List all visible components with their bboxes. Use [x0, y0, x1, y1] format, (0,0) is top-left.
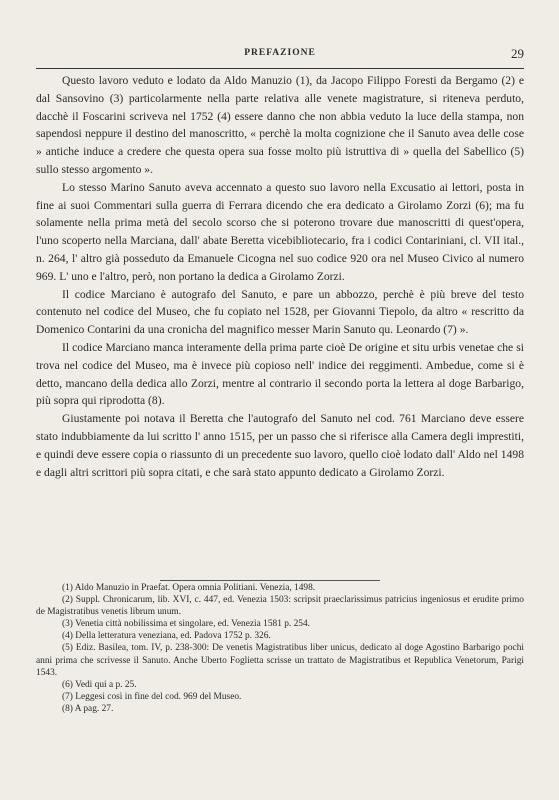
- paragraph: Il codice Marciano manca interamente della prima parte cioè De origine et situ urbis venetae che si trova nel codice del Museo, ma è invece più copioso nell' indice dei reggimenti. Ambedue, come si è detto, mancano della dedica allo Zorzi, mentre al contrario il secondo porta la lettera al doge Barbarigo, più sopra qui riprodotta (8).: [36, 340, 524, 408]
- header-rule: [36, 68, 524, 69]
- body-text: [36, 72, 524, 481]
- paragraph: Questo lavoro veduto e lodato da Aldo Manuzio (1), da Jacopo Filippo Foresti da Bergamo (2) e dal Sansovino (3) particolarmente nella parte relativa alle venete magistrature, si riteneva perduto, dacchè il Foscarini scriveva nel 1752 (4) essere danno che non abbia veduto la luce della stampa, non sapendosi neppure il destino del manoscritto, « perchè la molta cognizione che il Sanuto avea delle cose » antiche induce a credere che questa opera sua fosse molto più istruttiva di » quella del Sabellico (5) sullo stesso argomento ».: [36, 74, 524, 176]
- page-number: 29: [511, 46, 524, 61]
- footnote: (6) Vedi qui a p. 25.: [62, 679, 137, 690]
- footnote: (8) A pag. 27.: [62, 703, 114, 714]
- footnote: (1) Aldo Manuzio in Praefat. Opera omnia Politiani. Venezia, 1498.: [62, 583, 316, 593]
- paragraph: Il codice Marciano è autografo del Sanuto, e pare un abbozzo, perchè è più breve del testo contenuto nel codice del Museo, che fu copiato nel 1528, per Giovanni Tiepolo, da altro « rescritto da Domenico Contarini da una cronicha del magnifico messer Marin Sanuto qu. Leonardo (7) ».: [36, 287, 524, 337]
- running-head: PREFAZIONE: [244, 48, 316, 58]
- footnote: (4) Della letteratura veneziana, ed. Padova 1752 p. 326.: [62, 631, 271, 642]
- footnote: (7) Leggesi così in fine del cod. 969 del Museo.: [62, 691, 242, 702]
- footnote-rule: [160, 580, 380, 581]
- footnote: (5) Ediz. Basilea, tom. IV, p. 238-300: De venetis Magistratibus liber unicus, dedicato al doge Agostino Barbarigo pochi anni prima che scrivesse il Sanuto. Anche Uberto Foglietta scrisse un trattato de Magistratibus et Republica Venetorum, Parigi 1543.: [36, 643, 524, 678]
- footnotes: [36, 582, 524, 715]
- footnote: (3) Venetia città nobilissima et singolare, ed. Venezia 1581 p. 254.: [62, 619, 311, 630]
- paragraph: Giustamente poi notava il Beretta che l'autografo del Sanuto nel cod. 761 Marciano deve essere stato indubbiamente da lui scritto l' anno 1515, per un passo che si riferisce alla Camera degli imprestiti, e quindi deve essere copia o riassunto di un precedente suo lavoro, quello cioè lodato dall' Aldo nel 1498 e dagli altri scrittori più sopra citati, e che sarà stato appunto dedicato a Girolamo Zorzi.: [36, 412, 524, 479]
- page-header: [36, 46, 524, 64]
- footnote: (2) Suppl. Chronicarum, lib. XVI, c. 447, ed. Venezia 1503: scripsit praeclarissimus patricius ingeniosus et erudite primo de Magistratibus venetis librum unum.: [36, 595, 524, 618]
- paragraph: Lo stesso Marino Sanuto aveva accennato a questo suo lavoro nella Excusatio ai lettori, posta in fine ai suoi Commentari sulla guerra di Ferrara dicendo che era dedicato a Girolamo Zorzi (6); ma fu solamente nella prima metà del secolo scorso che si poterono trovare due manoscritti di quest'opera, l'uno scoperto nella Marciana, dall' abate Beretta vicebibliotecario, fra i codici Contariniani, cl. VII ital., n. 264, l' altro già posseduto da Emanuele Cicogna nel suo codice 920 ora nel Museo Civico al numero 969. L' uno e l'altro, però, non portano la dedica a Girolamo Zorzi.: [36, 180, 524, 283]
